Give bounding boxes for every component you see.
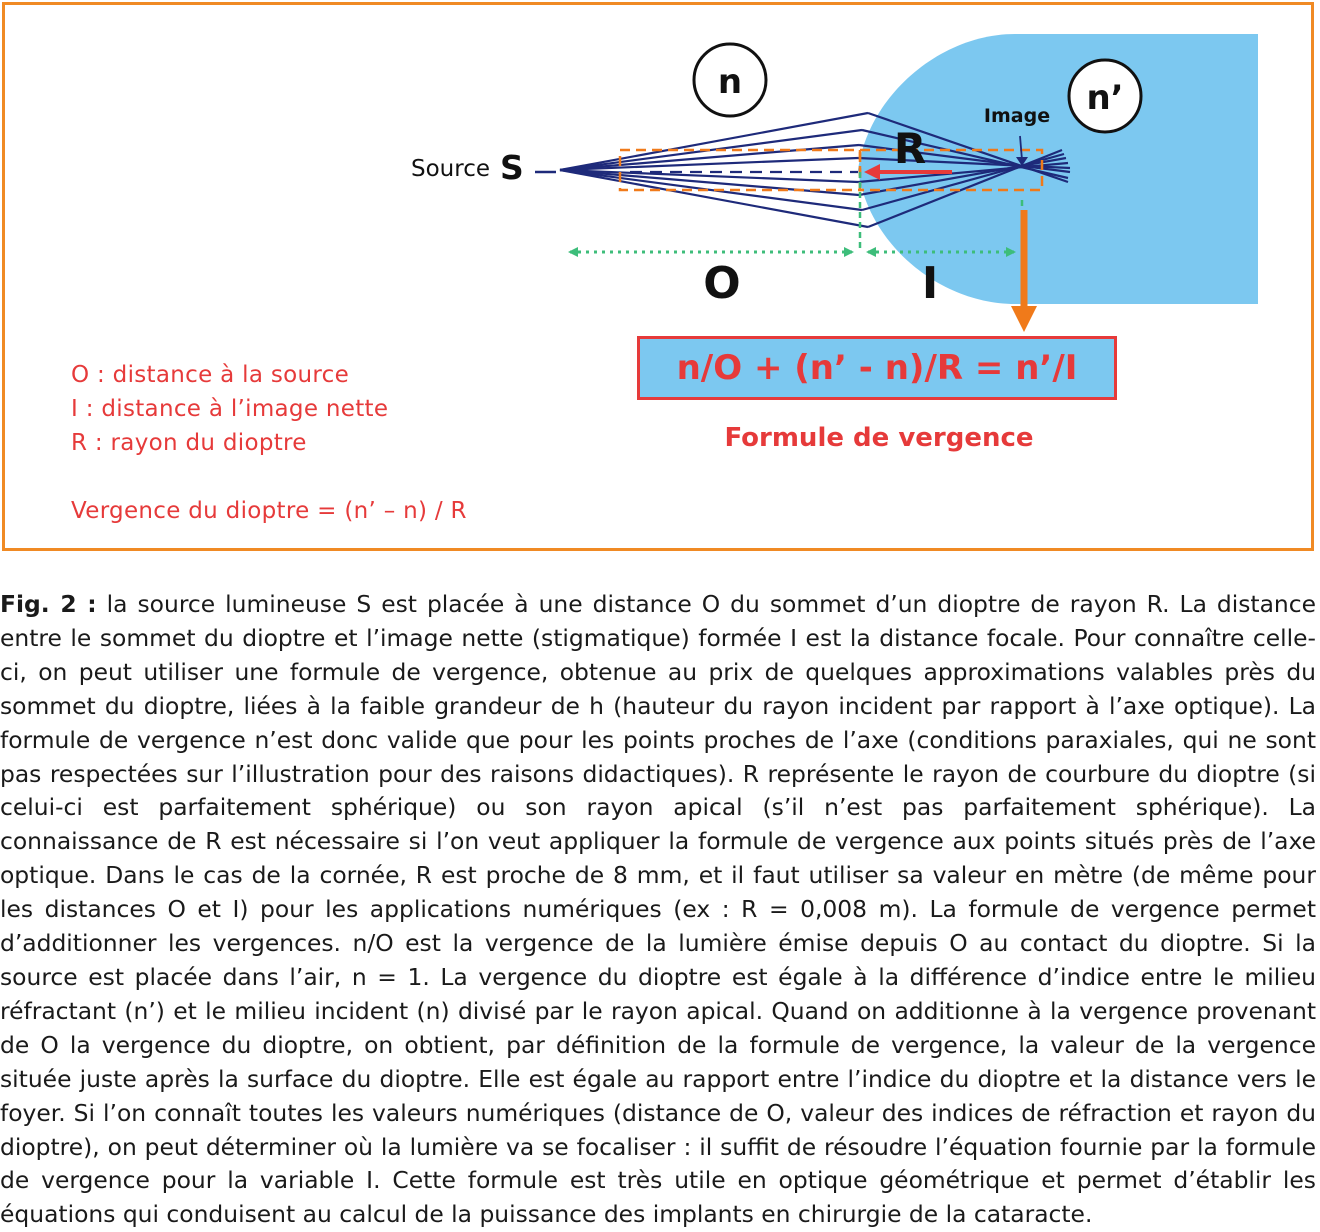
legend-image-distance: I : distance à l’image nette	[71, 396, 389, 422]
figure-caption-label: Fig. 2 :	[0, 590, 97, 618]
vergence-formula-box	[637, 336, 1117, 400]
medium-n-label: n	[717, 62, 743, 102]
image-label: Image	[983, 105, 1051, 127]
figure-caption-text: la source lumineuse S est placée à une distance O du sommet d’un dioptre de rayon R. La distance entre le sommet du dioptre et l’image nette (stigmatique) formée I est la distance focale. Pour connaître celle-ci, on peut utiliser une formule de vergence, obtenue au prix de quelques approximations valables près du sommet du dioptre, liées à la faible grandeur de h (hauteur du rayon incident par rapport à l’axe optique). La formule de vergence n’est donc valide que pour les points proches de l’axe (conditions paraxiales, qui ne sont pas respectées sur l’illustration pour des raisons didactiques). R représente le rayon de courbure du dioptre (si celui-ci est parfaitement sphérique) ou son rayon apical (s’il n’est pas parfaitement sphérique). La connaissance de R est nécessaire si l’on veut appliquer la formule de vergence aux points situés près de l’axe optique. Dans le cas de la cornée, R est proche de 8 mm, et il faut utiliser sa valeur en mètre (de même pour les distances O et I) pour les applications numériques (ex : R = 0,008 m). La formule de vergence permet d’additionner les vergences. n/O est la vergence de la lumière émise depuis O au contact du dioptre. Si la source est placée dans l’air, n = 1. La vergence du dioptre est égale à la différence d’indice entre le milieu réfractant (n’) et le milieu incident (n) divisé par le rayon apical. Quand on additionne à la vergence provenant de O la vergence du dioptre, on obtient, par définition de la formule de vergence, la valeur de la vergence située juste après la surface du dioptre. Elle est égale au rapport entre l’indice du dioptre et la distance vers le foyer. Si l’on connaît toutes les valeurs numériques (distance de O, valeur des indices de réfraction et rayon du dioptre), on peut déterminer où la lumière va se focaliser : il suffit de résoudre l’équation fournie par la formule de vergence pour la variable I. Cette formule est très utile en optique géométrique et permet d’établir les équations qui conduisent au calcul de la puissance des implants en chirurgie de la cataracte.	[0, 590, 1317, 1229]
incident-rays	[560, 113, 868, 227]
medium-n-prime-label: n’	[1086, 78, 1124, 118]
legend-vergence: Vergence du dioptre = (n’ – n) / R	[71, 498, 467, 524]
formula-arrow-head	[1011, 306, 1037, 332]
dioptre-diagram	[0, 0, 1320, 560]
image-distance-label: I	[921, 258, 939, 309]
vergence-formula: n/O + (n’ - n)/R = n’/I	[676, 348, 1078, 388]
legend-object-distance: O : distance à la source	[71, 362, 350, 388]
figure-caption	[0, 588, 1316, 1232]
object-distance-label: O	[703, 258, 741, 309]
legend-radius: R : rayon du dioptre	[71, 430, 307, 456]
source-symbol: S	[500, 148, 524, 187]
source-label: Source	[411, 156, 490, 182]
radius-label: R	[893, 124, 927, 173]
formula-caption: Formule de vergence	[724, 423, 1034, 453]
